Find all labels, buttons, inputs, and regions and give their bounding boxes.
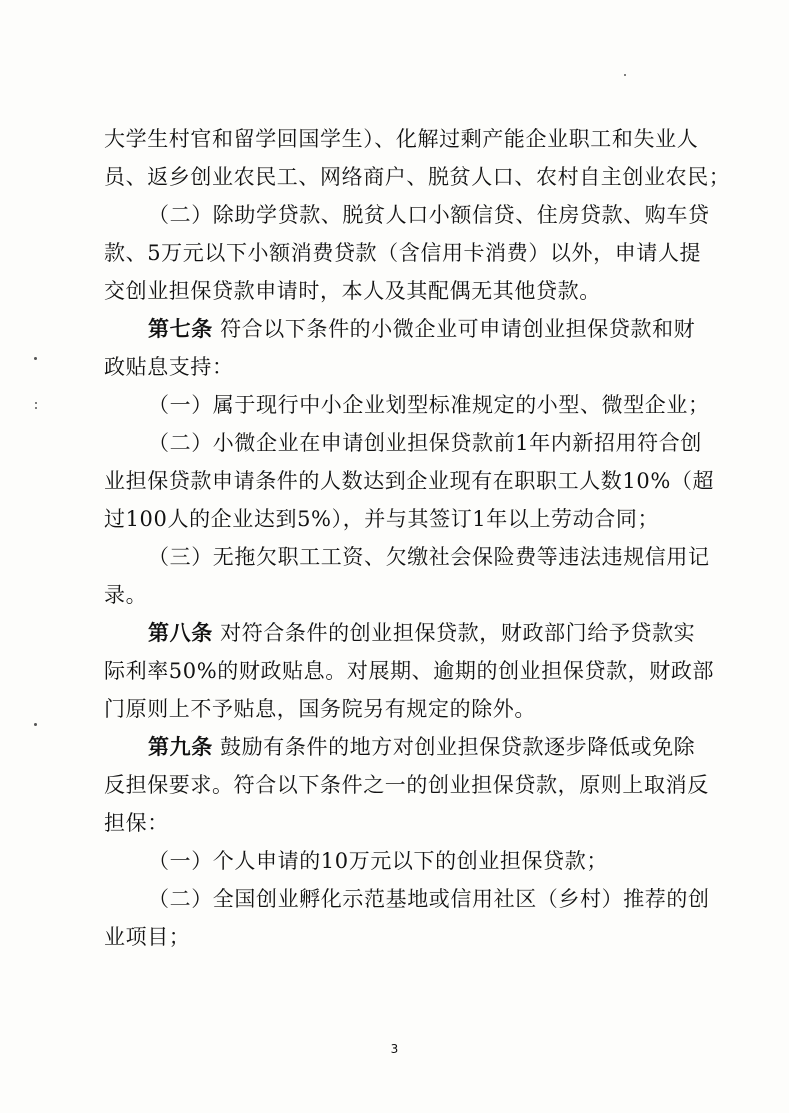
text-line: [104, 698, 704, 720]
text-line: [104, 128, 704, 150]
text-line: [104, 773, 709, 797]
article-number: 第八条: [148, 620, 213, 645]
line-text: 门原则上不予贴息，国务院另有规定的除外。: [104, 697, 536, 721]
line-text: 员、返乡创业农民工、网络商户、脱贫人口、农村自主创业农民；: [104, 165, 731, 189]
text-line: [104, 469, 715, 493]
line-text: 款、5万元以下小额消费贷款（含信用卡消费）以外，申请人提: [104, 241, 702, 265]
line-text: 鼓励有条件的地方对创业担保贷款逐步降低或免除: [212, 735, 696, 759]
line-text: （二）全国创业孵化示范基地或信用社区（乡村）推荐的创: [148, 887, 710, 911]
line-text: 业项目；: [104, 925, 191, 949]
article-number: 第七条: [148, 316, 213, 341]
line-text: 担保：: [104, 811, 169, 835]
text-line: [104, 659, 715, 683]
line-text: （三）无拖欠职工工资、欠缴社会保险费等违法违规信用记: [148, 545, 710, 569]
line-text: 交创业担保贷款申请时，本人及其配偶无其他贷款。: [104, 279, 601, 303]
scan-speck: [624, 74, 626, 76]
text-line: [104, 203, 710, 227]
line-text: 录。: [104, 583, 148, 607]
page-number: 3: [390, 1042, 399, 1056]
text-line: [104, 280, 704, 302]
text-line: [104, 242, 704, 264]
text-line: [104, 887, 710, 911]
text-line: [104, 812, 704, 834]
line-text: 大学生村官和留学回国学生）、化解过剩产能企业职工和失业人: [104, 127, 699, 151]
text-line: [104, 545, 710, 569]
text-line: [104, 850, 704, 872]
text-line: [104, 584, 704, 606]
scan-speck: [35, 402, 37, 404]
line-text: 过100人的企业达到5%），并与其签订1年以上劳动合同；: [104, 507, 660, 531]
article-9-heading-line: [104, 736, 704, 758]
document-body: [104, 127, 731, 964]
text-line: [104, 165, 731, 189]
scan-speck: [34, 723, 37, 726]
line-text: 际利率50%的财政贴息。对展期、逾期的创业担保贷款，财政部: [104, 659, 715, 683]
article-7-heading-line: [104, 318, 704, 340]
scan-speck: [34, 357, 37, 360]
text-line: [104, 356, 704, 378]
line-text: 业担保贷款申请条件的人数达到企业现有在职职工人数10%（超: [104, 469, 715, 493]
line-text: 符合以下条件的小微企业可申请创业担保贷款和财: [212, 317, 696, 341]
article-number: 第九条: [148, 734, 213, 759]
line-text: 对符合条件的创业担保贷款，财政部门给予贷款实: [212, 621, 696, 645]
line-text: 反担保要求。符合以下条件之一的创业担保贷款，原则上取消反: [104, 773, 709, 797]
text-line: [104, 432, 704, 454]
scan-speck: [35, 407, 37, 409]
line-text: （二）小微企业在申请创业担保贷款前1年内新招用符合创: [148, 431, 702, 455]
article-8-heading-line: [104, 622, 704, 644]
text-line: [104, 393, 710, 417]
text-line: [104, 508, 704, 530]
line-text: （一）属于现行中小企业划型标准规定的小型、微型企业；: [148, 393, 710, 417]
line-text: （一）个人申请的10万元以下的创业担保贷款；: [148, 849, 608, 873]
text-line: [104, 926, 704, 948]
line-text: 政贴息支持：: [104, 355, 234, 379]
line-text: （二）除助学贷款、脱贫人口小额信贷、住房贷款、购车贷: [148, 203, 710, 227]
